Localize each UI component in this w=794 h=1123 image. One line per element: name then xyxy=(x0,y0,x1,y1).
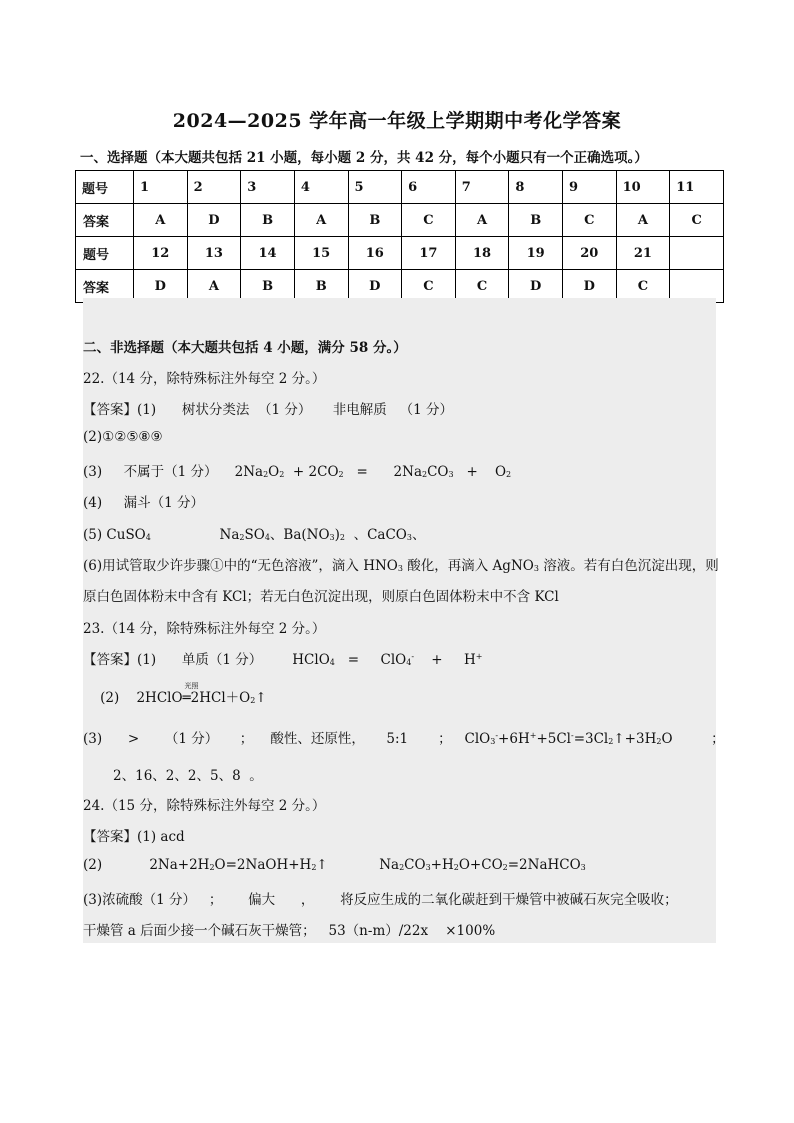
page-title: 2024—2025 学年高一年级上学期期中考化学答案 xyxy=(172,110,622,132)
row-label: 答案 xyxy=(76,270,134,303)
q23-answer-4: 2、16、2、2、5、8 。 xyxy=(83,768,263,784)
question-number: 7 xyxy=(455,171,509,204)
question-number: 8 xyxy=(509,171,563,204)
question-number: 6 xyxy=(402,171,456,204)
answer-cell: D xyxy=(348,270,402,303)
answer-cell: A xyxy=(294,204,348,237)
question-number: 5 xyxy=(348,171,402,204)
question-number: 3 xyxy=(241,171,295,204)
q22-answer-7: 原白色固体粉末中含有 KCl；若无白色沉淀出现，则原白色固体粉末中不含 KCl xyxy=(83,589,559,605)
q23-header: 23.（14 分，除特殊标注外每空 2 分。） xyxy=(83,621,326,637)
answer-cell: C xyxy=(402,270,456,303)
answer-cell: C xyxy=(563,204,617,237)
q24-answer-1: 【答案】(1) acd xyxy=(83,829,185,845)
question-number: 4 xyxy=(294,171,348,204)
question-number: 13 xyxy=(187,237,241,270)
question-number: 11 xyxy=(670,171,724,204)
question-number: 15 xyxy=(294,237,348,270)
answer-cell: D xyxy=(187,204,241,237)
question-number: 21 xyxy=(616,237,670,270)
answer-cell: D xyxy=(563,270,617,303)
question-number: 20 xyxy=(563,237,617,270)
q22-answer-1: 【答案】(1) 树状分类法 （1 分） 非电解质 （1 分） xyxy=(83,402,454,418)
table-row xyxy=(76,237,724,270)
question-number: 9 xyxy=(563,171,617,204)
question-number xyxy=(670,237,724,270)
answer-cell: B xyxy=(509,204,563,237)
q23-answer-3: (3) > （1 分） ； 酸性、还原性， 5:1 ； $ClO_3^-+6H^++5Cl^-=3Cl_2↑+3H_2O$ ； xyxy=(83,731,725,747)
q22-answer-5: (5) CuSO$_4$ $Na_2SO_4$、$Ba(NO_3)_2$ 、CaCO$_3$、 xyxy=(83,527,426,543)
question-number: 2 xyxy=(187,171,241,204)
answer-cell: C xyxy=(670,204,724,237)
question-number: 12 xyxy=(134,237,188,270)
q22-answer-2: (2)①②⑤⑧⑨ xyxy=(83,429,163,445)
answer-cell: D xyxy=(509,270,563,303)
answer-cell: C xyxy=(402,204,456,237)
question-number: 19 xyxy=(509,237,563,270)
row-label: 题号 xyxy=(76,171,134,204)
question-number: 10 xyxy=(616,171,670,204)
section1-heading: 一、选择题（本大题共包括 21 小题，每小题 2 分，共 42 分，每个小题只有一个正确选项。） xyxy=(80,150,648,166)
answer-cell: D xyxy=(134,270,188,303)
question-number: 14 xyxy=(241,237,295,270)
q24-answer-4: 干燥管 a 后面少接一个碱石灰干燥管； 53（n-m）/22x ×100% xyxy=(83,923,496,939)
q23-answer-1: 【答案】(1) 单质（1 分） HClO$_4$ = ClO$_4$- + H+ xyxy=(83,652,483,668)
q22-answer-3: (3) 不属于（1 分） $2Na_2O_2 + 2CO_2$ = $2Na_2CO_3$ + $O_2$ xyxy=(83,464,512,480)
q24-answer-3: (3)浓硫酸（1 分） ； 偏大 ， 将反应生成的二氧化碳赶到干燥管中被碱石灰完全吸收； xyxy=(83,892,678,908)
q22-header: 22.（14 分，除特殊标注外每空 2 分。） xyxy=(83,371,326,387)
question-number: 1 xyxy=(134,171,188,204)
q24-answer-2: (2) $2Na+2H_2O=2NaOH+H_2↑$ $Na_2CO_3+H_2O+CO_2=2NaHCO_3$ xyxy=(83,857,586,873)
answer-cell: A xyxy=(187,270,241,303)
answer-cell: C xyxy=(616,270,670,303)
row-label: 答案 xyxy=(76,204,134,237)
section2-heading: 二、非选择题（本大题共包括 4 小题，满分 58 分。） xyxy=(83,340,407,356)
q23-answer-2: (2) 2HClO 光照 $═2HCl+O_2↑$ xyxy=(83,682,267,706)
answer-cell: B xyxy=(241,204,295,237)
answer-cell: B xyxy=(241,270,295,303)
answer-cell: B xyxy=(294,270,348,303)
question-number: 18 xyxy=(455,237,509,270)
answer-cell: C xyxy=(455,270,509,303)
table-row xyxy=(76,171,724,204)
q22-answer-6: (6)用试管取少许步骤①中的“无色溶液”，滴入 $HNO_3$ 酸化，再滴入 AgNO$_3$ 溶液。若有白色沉淀出现，则 xyxy=(83,558,719,574)
question-number: 17 xyxy=(402,237,456,270)
answer-table xyxy=(75,170,724,303)
answer-cell: A xyxy=(134,204,188,237)
answer-cell: A xyxy=(616,204,670,237)
question-number: 16 xyxy=(348,237,402,270)
table-row xyxy=(76,204,724,237)
answer-cell: A xyxy=(455,204,509,237)
row-label: 题号 xyxy=(76,237,134,270)
q24-header: 24.（15 分，除特殊标注外每空 2 分。） xyxy=(83,798,326,814)
answer-cell: B xyxy=(348,204,402,237)
q22-answer-4: (4) 漏斗（1 分） xyxy=(83,495,204,511)
